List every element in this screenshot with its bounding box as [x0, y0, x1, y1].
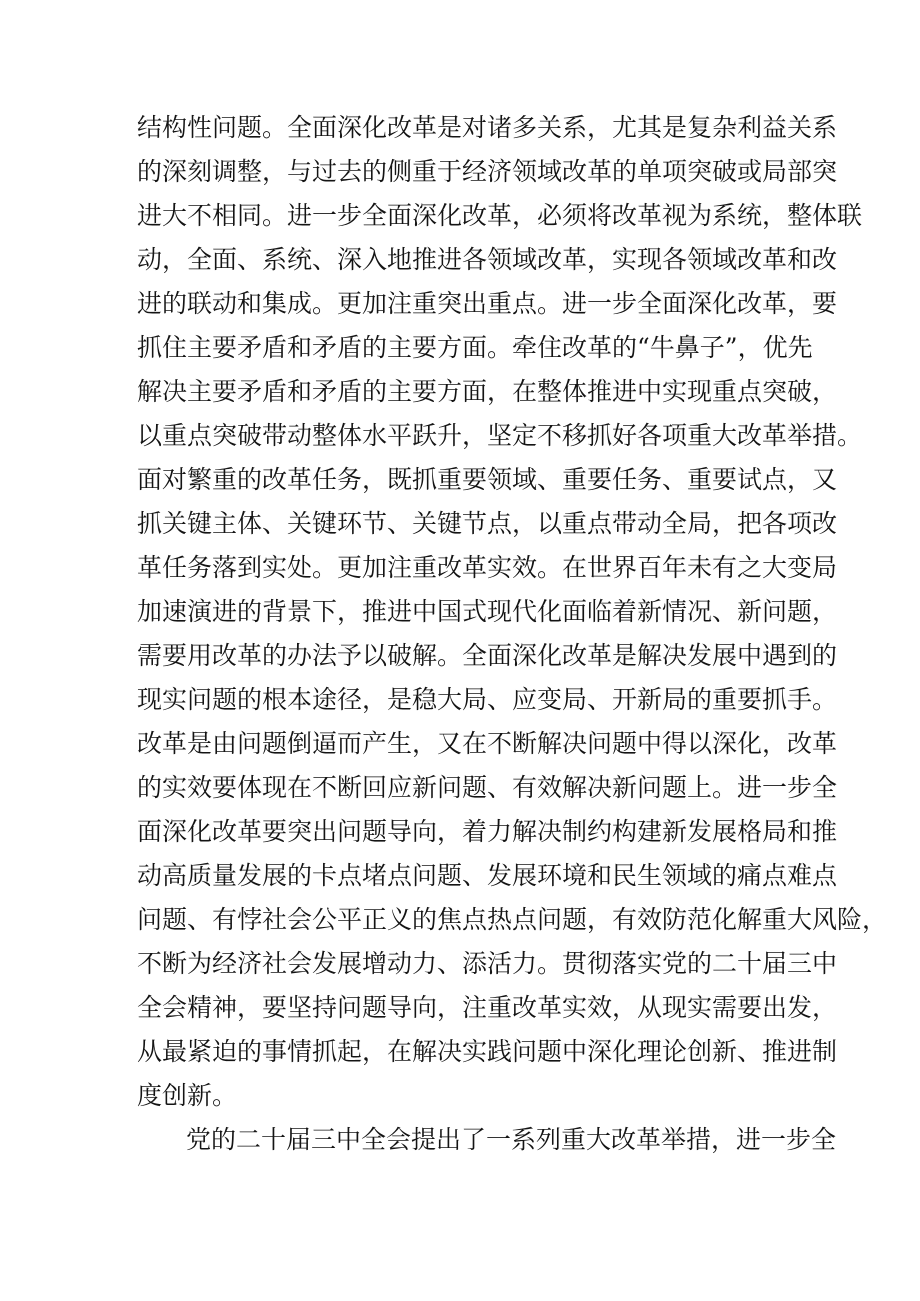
paragraph-first-line: 党的二十届三中全会提出了一系列重大改革举措，进一步全: [186, 1125, 837, 1154]
paragraph-line: 结构性问题。全面深化改革是对诸多关系，尤其是复杂利益关系: [137, 113, 838, 142]
paragraph-line: 度创新。: [137, 1081, 238, 1110]
paragraph-line: 问题、有悖社会公平正义的焦点热点问题，有效防范化解重大风险，: [137, 905, 888, 934]
paragraph-line: 解决主要矛盾和矛盾的主要方面，在整体推进中实现重点突破，: [137, 377, 838, 406]
paragraph-line: 动，全面、系统、深入地推进各领域改革，实现各领域改革和改: [137, 245, 838, 274]
paragraph-line: 的深刻调整，与过去的侧重于经济领域改革的单项突破或局部突: [137, 157, 838, 186]
paragraph-line: 改革是由问题倒逼而产生，又在不断解决问题中得以深化，改革: [137, 729, 838, 758]
paragraph-line: 现实问题的根本途径，是稳大局、应变局、开新局的重要抓手。: [137, 685, 838, 714]
paragraph-line: 以重点突破带动整体水平跃升，坚定不移抓好各项重大改革举措。: [137, 421, 863, 450]
paragraph-line: 动高质量发展的卡点堵点问题、发展环境和民生领域的痛点难点: [137, 861, 838, 890]
paragraph-line: 面对繁重的改革任务，既抓重要领域、重要任务、重要试点，又: [137, 465, 838, 494]
paragraph-line: 革任务落到实处。更加注重改革实效。在世界百年未有之大变局: [137, 553, 838, 582]
paragraph-line: 全会精神，要坚持问题导向，注重改革实效，从现实需要出发，: [137, 993, 838, 1022]
paragraph-line: 进大不相同。进一步全面深化改革，必须将改革视为系统，整体联: [137, 201, 863, 230]
paragraph-line: 加速演进的背景下，推进中国式现代化面临着新情况、新问题，: [137, 597, 838, 626]
paragraph-line: 面深化改革要突出问题导向，着力解决制约构建新发展格局和推: [137, 817, 838, 846]
paragraph-line: 需要用改革的办法予以破解。全面深化改革是解决发展中遇到的: [137, 641, 838, 670]
paragraph-line: 进的联动和集成。更加注重突出重点。进一步全面深化改革，要: [137, 289, 838, 318]
paragraph-line: 不断为经济社会发展增动力、添活力。贯彻落实党的二十届三中: [137, 949, 838, 978]
paragraph-line: 从最紧迫的事情抓起，在解决实践问题中深化理论创新、推进制: [137, 1037, 838, 1066]
paragraph-line: 抓住主要矛盾和矛盾的主要方面。牵住改革的“牛鼻子”，优先: [137, 333, 813, 362]
paragraph-line: 的实效要体现在不断回应新问题、有效解决新问题上。进一步全: [137, 773, 838, 802]
paragraph-line: 抓关键主体、关键环节、关键节点，以重点带动全局，把各项改: [137, 509, 838, 538]
